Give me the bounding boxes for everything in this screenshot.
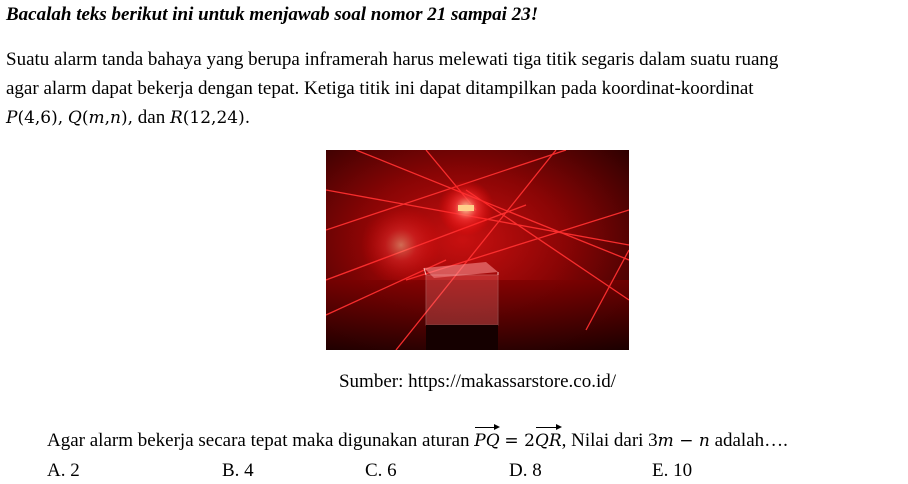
point-p-label: P [6,108,18,128]
word-dan: dan [137,107,166,128]
paragraph-line-2: agar alarm dapat bekerja dengan tepat. Ketiga titik ini dapat ditampilkan pada koordinat-koordinat [6,78,754,99]
question-minus: − [673,431,699,451]
paragraph-line-1: Suatu alarm tanda bahaya yang berupa inframerah harus melewati tiga titik segaris dalam suatu ruang [6,49,779,70]
equals-two: = 2 [504,431,535,451]
point-r-coords: (12,24). [182,108,251,128]
vector-arrow-icon [535,425,562,431]
question-prefix: Agar alarm bekerja secara tepat maka digunakan aturan [47,430,470,451]
option-b[interactable]: B. 4 [222,460,254,481]
problem-paragraph [6,45,902,133]
question-suffix: adalah…. [709,430,788,451]
var-n: n [110,108,121,128]
point-r-label: R [169,108,183,128]
option-d[interactable]: D. 8 [509,460,542,481]
lamp-source [458,205,474,211]
answer-options [0,460,908,484]
pedestal [426,325,498,350]
vector-qr [535,427,562,451]
option-a[interactable]: A. 2 [47,460,80,481]
paragraph-line-3 [6,103,902,133]
point-q-close: ), [120,108,134,128]
laser-alarm-photo [326,150,629,350]
vector-arrow-icon [474,425,499,431]
point-q-label: Q [67,108,82,128]
image-source-caption: Sumber: https://makassarstore.co.id/ [338,371,617,392]
question-var-n: n [698,431,710,451]
question-mid: , Nilai dari 3 [561,430,658,451]
point-q-open: ( [81,108,89,128]
glass-cube [424,262,498,325]
question-text [47,427,788,452]
var-m: m [88,108,105,128]
point-q-comma: , [104,108,111,128]
question-var-m: m [657,431,674,451]
point-p-coords: (4,6), [17,108,64,128]
laser-scene-svg [326,150,629,350]
option-e[interactable]: E. 10 [652,460,693,481]
vector-qr-label: QR [534,431,562,451]
vector-pq-label: PQ [474,431,500,451]
instruction-heading: Bacalah teks berikut ini untuk menjawab soal nomor 21 sampai 23! [6,4,539,25]
vector-pq [474,427,499,451]
option-c[interactable]: C. 6 [365,460,397,481]
